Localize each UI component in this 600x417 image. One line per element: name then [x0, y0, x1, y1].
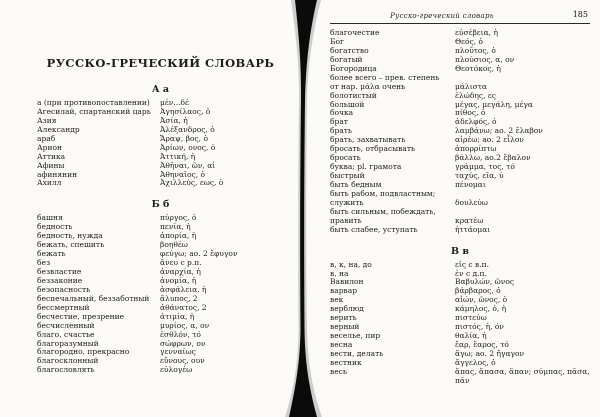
entry-russian: а (при противопоставлении)	[37, 98, 150, 107]
entry-russian: Бог	[330, 36, 344, 46]
entry-russian: Ахилл	[37, 178, 62, 188]
entry-russian: бежать	[37, 249, 66, 259]
entry-russian: богатство	[330, 45, 369, 55]
entry-greek: ταχύς, εῖα, ύ	[455, 171, 504, 180]
entry-greek: Ἀχιλλεύς, εως, ὁ	[160, 178, 224, 188]
dictionary-section	[37, 199, 284, 375]
entry-list	[330, 261, 590, 386]
entry-greek: ἀθάνατος, 2	[160, 302, 207, 312]
entry-greek: ἄγγελος, ὁ	[455, 357, 496, 367]
entry-russian: афинянин	[37, 169, 78, 179]
entry-russian: безопасность	[37, 284, 91, 294]
entry-greek: ἄνευ с р.п.	[160, 258, 202, 268]
entry-russian: быть слабее, уступать	[330, 224, 418, 234]
entry-greek: εὐσέβεια, ἡ	[455, 28, 498, 37]
entry-greek: βάλλω, ао.2 ἔβαλον	[455, 153, 531, 163]
entry-russian: беззаконие	[37, 275, 83, 285]
entry-russian: в, к, на, до	[330, 259, 372, 269]
entry-greek: δουλεύω	[455, 197, 488, 207]
entry-russian: благосклонный	[37, 356, 99, 366]
entry-russian: бежать, спешить	[37, 240, 105, 250]
running-header-title: Русско-греческий словарь	[390, 12, 494, 20]
entry-greek: πλούσιος, α, ον	[455, 54, 515, 64]
entry-russian: брать	[330, 126, 353, 136]
entry-russian: бесчисленный	[37, 320, 95, 330]
entry-russian: Александр	[37, 124, 80, 134]
entry-greek: κάμηλος, ὁ, ἡ	[455, 304, 507, 314]
entry-greek: βάρβαρος, ὁ	[455, 286, 501, 296]
entry-greek: Βαβυλών, ῶνος	[455, 277, 515, 287]
entry-russian: править	[330, 215, 362, 225]
entry-greek: Ἀγησίλαος, ὁ	[160, 106, 211, 116]
entry-russian: бочка	[330, 108, 354, 118]
section-letter-heading: Б б	[151, 199, 170, 211]
entry-russian: благо, счастье	[37, 329, 95, 339]
entry-greek: ἀπορρίπτω	[455, 144, 497, 154]
entry-russian: быть рабом, подвластным;	[330, 188, 436, 198]
entry-russian: вести, делать	[330, 348, 384, 358]
entry-russian: веселье, пир	[330, 331, 381, 341]
section-letter-heading: А а	[151, 84, 170, 95]
entry-greek: Ἀλέξανδρος, ὁ	[160, 124, 215, 134]
entry-greek: πιστός, ἡ, όν	[455, 322, 504, 332]
right-page-sections	[330, 29, 590, 385]
entry-russian: бесчестие, презрение	[37, 311, 125, 321]
entry-greek: αἱρέω; ао. 2 εἷλον	[455, 135, 524, 145]
entry-greek: ἅπας, ἅπασα, ἅπαν; σύμπας, πᾶσα, πᾶν	[455, 366, 590, 385]
entry-greek: ἑλώδης, ες	[455, 90, 496, 100]
left-page-sections	[37, 84, 284, 375]
entry-greek: εὔνους, ουν	[160, 356, 205, 366]
entry-greek: ἄλυπος, 2	[160, 293, 198, 303]
dictionary-section	[330, 29, 590, 235]
entry-greek: μέν...δέ	[160, 98, 189, 107]
entry-russian: брат	[330, 117, 348, 127]
entry-greek: Θεοτόκος, ἡ	[455, 63, 501, 73]
entry-russian: болотистый	[330, 90, 377, 100]
entry-russian: бедность	[37, 222, 73, 232]
entry-greek: εἰς с в.п.	[455, 259, 489, 269]
dictionary-entry	[37, 179, 284, 188]
entry-russian: Арион	[37, 142, 62, 152]
entry-russian: Азия	[37, 115, 57, 125]
entry-greek: ἐν с д.п.	[455, 268, 487, 278]
entry-greek: θαλία, ἡ	[455, 331, 487, 341]
entry-greek: πύργος, ὁ	[160, 213, 197, 223]
dictionary-entry	[330, 368, 590, 385]
entry-russian: бессмертный	[37, 302, 90, 312]
entry-list	[37, 99, 284, 188]
entry-greek: πλοῦτος, ὁ	[455, 45, 496, 55]
entry-greek: ἡττάομαι	[455, 224, 491, 234]
entry-greek: Θεός, ὁ	[455, 36, 484, 46]
entry-greek: εὐλογέω	[160, 365, 193, 375]
entry-greek: μάλιστα	[455, 81, 487, 91]
entry-greek: Ἄραψ, βος, ὁ	[160, 133, 208, 143]
entry-russian: беспечальный, беззаботный	[37, 293, 150, 303]
entry-russian: верить	[330, 313, 357, 323]
entry-russian: век	[330, 295, 344, 305]
entry-russian: буква; pl. грамота	[330, 162, 402, 172]
dictionary-section	[37, 84, 284, 188]
entry-greek: Ἀρίων, ονος, ὁ	[160, 142, 216, 152]
entry-russian: быть сильным, побеждать,	[330, 206, 436, 216]
entry-greek: μέγας, μεγάλη, μέγα	[455, 99, 533, 109]
entry-russian: быть бедным	[330, 179, 382, 189]
entry-russian: верный	[330, 322, 360, 332]
entry-russian: от нар. μάλα очень	[330, 81, 406, 91]
header-rule	[330, 23, 590, 24]
entry-russian: бросать	[330, 153, 361, 163]
entry-list	[330, 29, 590, 235]
entry-russian: варвар	[330, 286, 357, 296]
right-page	[315, 0, 600, 417]
entry-greek: σώφρων, ον	[160, 338, 206, 348]
entry-russian: бросать, отбрасывать	[330, 144, 416, 154]
entry-russian: брать, захватывать	[330, 135, 406, 145]
entry-greek: πίθος, ὁ	[455, 108, 486, 118]
entry-russian: верблюд	[330, 304, 364, 314]
entry-greek: ἐσθλόν, τό	[160, 329, 201, 339]
entry-russian: богатый	[330, 54, 363, 64]
entry-greek: κρατέω	[455, 215, 484, 225]
entry-greek: αἰών, ῶνος, ὁ	[455, 295, 508, 305]
entry-greek: ἀνομία, ἡ	[160, 275, 197, 285]
entry-greek: λαμβάνω; ао. 2 ἔλαβον	[455, 126, 543, 136]
entry-russian: Вавилон	[330, 277, 364, 287]
entry-greek: ἀτιμία, ἡ	[160, 311, 195, 321]
entry-russian: Афины	[37, 160, 65, 170]
entry-greek: ἀπορία, ἡ	[160, 231, 197, 241]
entry-greek: Ἀθῆναι, ῶν, αἱ	[160, 160, 216, 170]
entry-greek: Ἀττική, ἡ	[160, 151, 196, 161]
entry-russian: без	[37, 258, 51, 268]
entry-russian: большой	[330, 99, 365, 109]
dictionary-title: РУССКО-ГРЕЧЕСКИЙ СЛОВАРЬ	[46, 56, 275, 70]
entry-greek: ἔαρ, ἔαρος, τό	[455, 340, 509, 349]
entry-greek: πενία, ἡ	[160, 222, 191, 232]
entry-greek: γράμμα, τος, τό	[455, 162, 515, 172]
section-letter-heading: В в	[451, 245, 469, 257]
entry-russian: весь	[330, 366, 347, 376]
entry-russian: башня	[37, 213, 63, 223]
entry-greek: ἄγω; ао. 2 ἤγαγον	[455, 348, 525, 358]
entry-russian: вестник	[330, 357, 362, 367]
dictionary-entry	[37, 366, 284, 375]
entry-russian: благочестие	[330, 28, 380, 37]
entry-russian: Аттика	[37, 151, 66, 161]
dictionary-entry	[330, 226, 590, 235]
entry-greek: Ἀσία, ἡ	[160, 115, 188, 125]
entry-russian: Богородица	[330, 63, 377, 73]
entry-russian: в, на	[330, 268, 349, 278]
entry-greek: γενναίως	[160, 347, 196, 357]
running-header	[330, 12, 590, 22]
entry-russian: Агесилай, спартанский царь	[37, 106, 151, 116]
entry-greek: φεύγω; ао. 2 ἔφυγον	[160, 249, 238, 259]
entry-greek: ἀσφάλεια, ἡ	[160, 284, 207, 294]
entry-russian: безвластие	[37, 267, 82, 276]
entry-russian: быстрый	[330, 171, 365, 180]
entry-greek: μυρίος, α, ον	[160, 320, 210, 330]
entry-list	[37, 214, 284, 375]
entry-russian: благословлять	[37, 365, 95, 375]
dictionary-section	[330, 246, 590, 386]
entry-greek: Ἀθηναῖος, ὁ	[160, 169, 205, 179]
entry-greek: πιστεύω	[455, 313, 487, 323]
entry-russian: весна	[330, 340, 353, 349]
left-page	[0, 0, 290, 417]
entry-greek: ἀδελφός, ὁ	[455, 117, 497, 127]
entry-russian: араб	[37, 133, 56, 143]
page-number: 185	[572, 10, 588, 19]
entry-russian: бедность, нужда	[37, 231, 103, 241]
entry-russian: благоразумный	[37, 338, 99, 348]
entry-russian: служить	[330, 197, 364, 207]
entry-greek: πένομαι	[455, 179, 486, 189]
entry-greek: βοηθέω	[160, 240, 188, 250]
entry-russian: благородно, прекрасно	[37, 347, 130, 357]
entry-greek: ἀναρχία, ἡ	[160, 267, 201, 276]
entry-russian: более всего – прев. степень	[330, 72, 440, 82]
